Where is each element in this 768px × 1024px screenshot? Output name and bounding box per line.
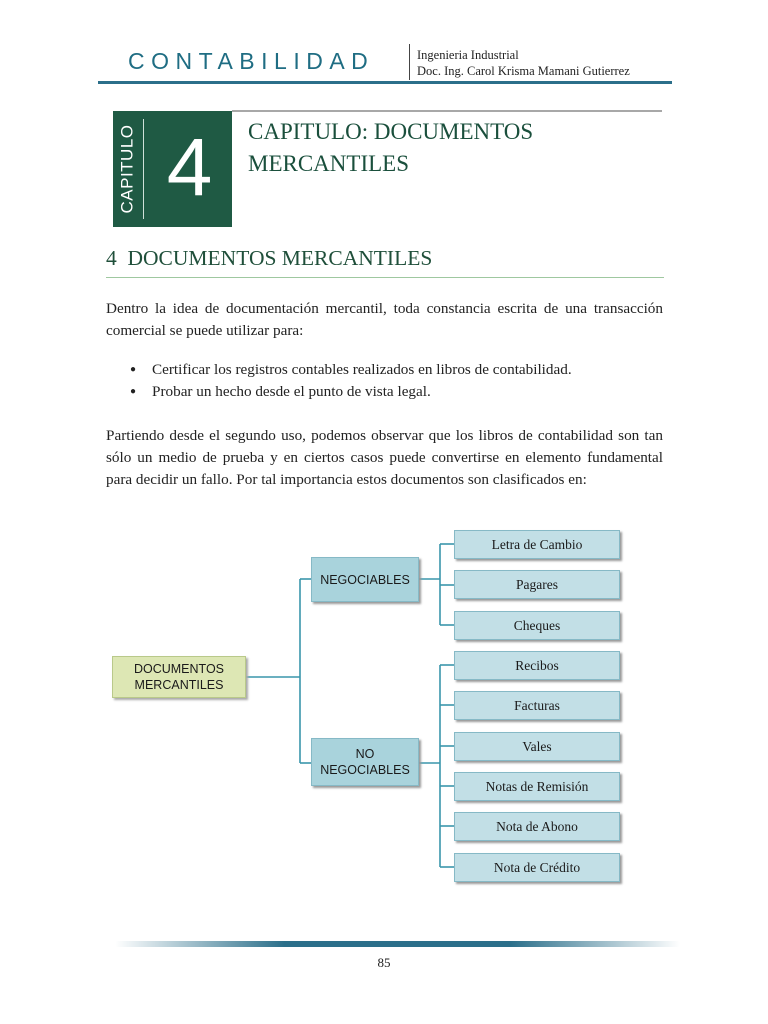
chapter-title-line1: CAPITULO: DOCUMENTOS [248, 119, 534, 144]
classification-paragraph: Partiendo desde el segundo uso, podemos observar que los libros de contabilidad son tan sólo un medio de prueba y en ciertos casos puede convertirse en elemento fundamental para decidir un fallo. Por tal importancia estos documentos son clasificados en: [106, 427, 663, 488]
header-title: CONTABILIDAD [128, 48, 375, 74]
node-nota-de-abono: Nota de Abono [454, 812, 620, 841]
node-nota-de-credito: Nota de Crédito [454, 853, 620, 882]
list-item: ● Certificar los registros contables realizados en libros de contabilidad. [130, 359, 572, 381]
node-notas-de-remision: Notas de Remisión [454, 772, 620, 801]
chapter-number: 4 [166, 122, 213, 213]
node-no-negociables-line2: NEGOCIABLES [320, 763, 410, 777]
section-number: 4 [106, 246, 117, 270]
footer-rule [115, 941, 680, 947]
node-cheques: Cheques [454, 611, 620, 640]
node-vales: Vales [454, 732, 620, 761]
node-no-negociables [311, 738, 419, 786]
list-item: ● Probar un hecho desde el punto de vista legal. [130, 381, 572, 403]
node-documentos-mercantiles [112, 656, 246, 698]
node-pagares: Pagares [454, 570, 620, 599]
header-department: Ingenieria Industrial [417, 48, 519, 62]
node-negociables: NEGOCIABLES [311, 557, 419, 602]
node-no-negociables-line1: NO [355, 747, 375, 761]
node-letra-de-cambio: Letra de Cambio [454, 530, 620, 559]
chapter-label: CAPITULO [118, 124, 137, 214]
header-author: Doc. Ing. Carol Krisma Mamani Gutierrez [417, 64, 630, 78]
node-recibos: Recibos [454, 651, 620, 680]
node-root-line1: DOCUMENTOS [133, 662, 225, 676]
node-facturas: Facturas [454, 691, 620, 720]
page-number: 85 [377, 955, 391, 970]
section-title: DOCUMENTOS MERCANTILES [127, 246, 433, 270]
node-root-line2: MERCANTILES [134, 678, 224, 692]
intro-paragraph: Dentro la idea de documentación mercantil, toda constancia escrita de una transacción comercial se puede utilizar para: [106, 300, 663, 339]
chapter-title-line2: MERCANTILES [248, 151, 409, 176]
